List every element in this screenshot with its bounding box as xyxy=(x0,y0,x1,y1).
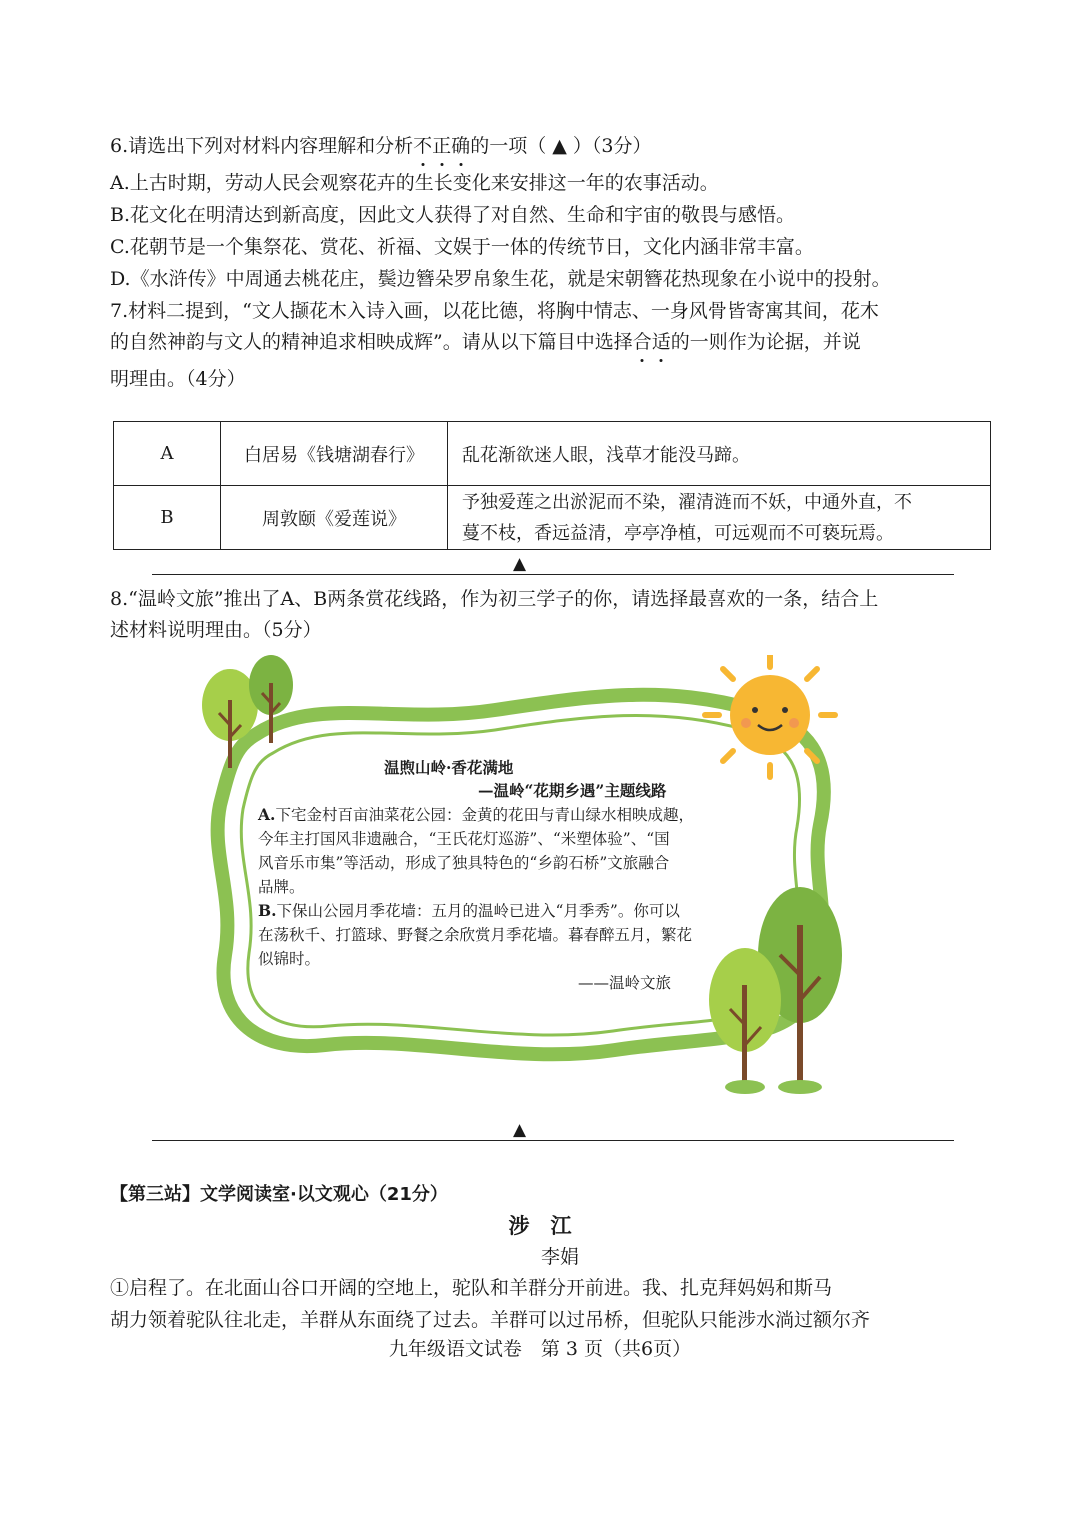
q8-line-2: 述材料说明理由。（5分） xyxy=(110,619,322,641)
route-a-line-1 xyxy=(258,803,694,827)
q7-line-3: 明理由。（4分） xyxy=(110,368,246,390)
row-text-line: 蔓不枝，香远益清，亭亭净植，可远观而不可亵玩焉。 xyxy=(462,522,894,544)
row-source: 白居易《钱塘湖春行》 xyxy=(221,422,448,486)
emphasis-char: 确 xyxy=(451,131,470,161)
route-a-text: 下宅金村百亩油菜花公园：金黄的花田与青山绿水相映成趣， xyxy=(275,806,694,824)
row-text-line: 予独爱莲之出淤泥而不染，濯清涟而不妖，中通外直，不 xyxy=(462,491,912,513)
row-source: 周敦颐《爱莲说》 xyxy=(221,486,448,550)
question-6-stem xyxy=(110,131,980,161)
card-title: 温煦山岭·香花满地 xyxy=(384,758,514,777)
answer-line[interactable] xyxy=(152,574,954,575)
section-heading: 【第三站】文学阅读室·以文观心（21分） xyxy=(110,1184,448,1205)
q6-stem-tail: 的一项（ ▲ ）（3分） xyxy=(470,135,652,157)
q6-option-a: A.上古时期，劳动人民会观察花卉的生长变化来安排这一年的农事活动。 xyxy=(110,172,719,194)
paragraph-line: ①启程了。在北面山谷口开阔的空地上，驼队和羊群分开前进。我、扎克拜妈妈和斯马 xyxy=(110,1277,833,1299)
row-text xyxy=(448,486,991,550)
emphasis-char: 正 xyxy=(432,131,451,161)
page-footer: 九年级语文试卷 第 3 页（共6页） xyxy=(388,1338,692,1360)
emphasis-char: 合 xyxy=(633,327,652,357)
answer-line[interactable] xyxy=(152,1140,954,1141)
q6-stem-text: 6.请选出下列对材料内容理解和分析 xyxy=(110,135,414,157)
route-a-line-3: 风音乐市集”等活动，形成了独具特色的“乡韵石桥”文旅融合 xyxy=(258,854,670,872)
q7-line-2-text: 的自然神韵与文人的精神追求相映成辉”。请从以下篇目中选择 xyxy=(110,331,633,353)
row-label: B xyxy=(114,486,221,550)
card-subtitle: —温岭“花期乡遇”主题线路 xyxy=(478,781,667,800)
row-label: A xyxy=(114,422,221,486)
table-row xyxy=(114,486,991,550)
answer-mark: ▲ xyxy=(513,554,527,574)
q6-option-b: B.花文化在明清达到新高度，因此文人获得了对自然、生命和宇宙的敬畏与感悟。 xyxy=(110,204,796,226)
q7-line-2 xyxy=(110,327,980,357)
tree-icon xyxy=(709,948,781,1094)
route-b-line-2: 在荡秋千、打篮球、野餐之余欣赏月季花墙。暮春醉五月，繁花 xyxy=(258,926,693,944)
card-signature: ——温岭文旅 xyxy=(578,974,672,992)
emphasis-char: 适 xyxy=(652,327,671,357)
table-row xyxy=(114,422,991,486)
route-b-line-3: 似锦时。 xyxy=(258,950,321,968)
q6-option-c: C.花朝节是一个集祭花、赏花、祈福、文娱于一体的传统节日，文化内涵非常丰富。 xyxy=(110,236,814,258)
article-title: 涉 江 xyxy=(508,1214,572,1238)
route-a-label: A. xyxy=(258,805,276,824)
route-a-line-4: 品牌。 xyxy=(258,878,305,896)
route-b-line-1 xyxy=(258,899,680,923)
article-author: 李娟 xyxy=(540,1246,579,1268)
q7-line-2-tail: 的一则作为论据，并说 xyxy=(670,331,861,353)
row-text xyxy=(448,422,991,486)
q7-line-1: 7.材料二提到，“文人撷花木入诗入画，以花比德，将胸中情志、一身风骨皆寄寓其间，花木 xyxy=(110,300,879,322)
paragraph-line: 胡力领着驼队往北走，羊群从东面绕了过去。羊群可以过吊桥，但驼队只能涉水淌过额尔齐 xyxy=(110,1309,871,1331)
route-b-label: B. xyxy=(258,901,277,920)
answer-mark: ▲ xyxy=(513,1120,527,1140)
emphasis-char: 不 xyxy=(413,131,432,161)
row-text-line: 乱花渐欲迷人眼，浅草才能没马蹄。 xyxy=(462,444,750,466)
q6-option-d: D.《水浒传》中周通去桃花庄，鬓边簪朵罗帛象生花，就是宋朝簪花热现象在小说中的投射。 xyxy=(110,268,891,290)
q8-line-1: 8.“温岭文旅”推出了A、B两条赏花线路，作为初三学子的你，请选择最喜欢的一条，结合上 xyxy=(110,588,879,610)
poem-table xyxy=(113,421,991,550)
route-a-line-2: 今年主打国风非遗融合，“王氏花灯巡游”、“米塑体验”、“国 xyxy=(258,830,670,848)
route-b-text: 下保山公园月季花墙：五月的温岭已进入“月季秀”。你可以 xyxy=(276,902,680,920)
